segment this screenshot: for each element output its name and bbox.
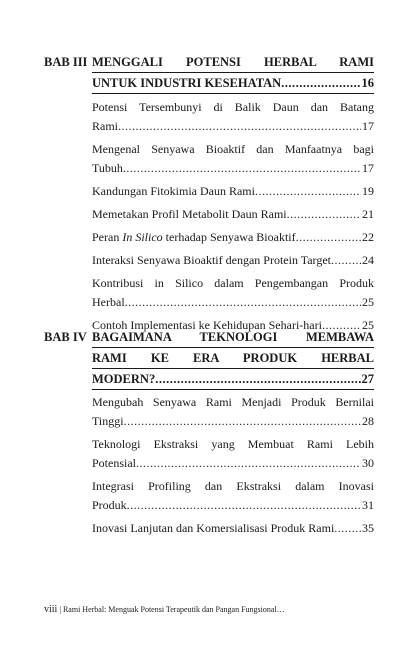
toc-entry-line: Integrasi Profiling dan Ekstraksi dalam Inovasi [92,479,374,493]
dot-leader [296,228,361,247]
toc-entry[interactable] [92,140,374,178]
toc-page-number: 28 [362,414,374,428]
toc-entry-line: Peran In Silico terhadap Senyawa Bioaktif [92,230,296,244]
emphasis-text: In Silico [122,230,163,244]
dot-leader [118,117,361,136]
toc-entry-line: Produk [92,498,127,512]
toc-entry-line: Kontribusi in Silico dalam Pengembangan Produk [92,276,374,290]
dot-leader [287,205,361,224]
chapter-title-line: MODERN? [92,372,156,386]
toc-entries [92,393,374,542]
chapter-title-last-line [92,73,374,94]
chapter-title-line: RAMI KE ERA PRODUK HERBAL [92,348,374,369]
chapter-number: BAB III [44,55,88,69]
toc-entry-line: Memetakan Profil Metabolit Daun Rami [92,207,287,221]
dot-leader [155,369,360,389]
toc-entry-line: Rami [92,119,118,133]
dot-leader [124,412,361,431]
toc-page-number: 24 [362,253,374,267]
toc-page-number: 22 [362,230,374,244]
toc-page-number: 35 [362,521,374,535]
chapter-number: BAB IV [44,330,87,344]
toc-page-number: 17 [362,161,374,175]
chapter-title[interactable] [92,52,374,94]
toc-entry[interactable] [92,251,374,270]
chapter-title-line: BAGAIMANA TEKNOLOGI MEMBAWA [92,327,374,348]
toc-entry[interactable] [92,98,374,136]
toc-entry-line: Inovasi Lanjutan dan Komersialisasi Produk Rami [92,521,335,535]
page-footer [44,604,285,615]
toc-entry-line: Potensial [92,456,136,470]
toc-entry[interactable] [92,182,374,201]
toc-page-number: 17 [362,119,374,133]
dot-leader [334,519,361,538]
toc-page-number: 31 [362,498,374,512]
toc-entry[interactable] [92,435,374,473]
toc-entry-line: Kandungan Fitokimia Daun Rami [92,184,255,198]
dot-leader [136,454,361,473]
dot-leader [125,293,361,312]
dot-leader [127,496,361,515]
toc-entry-line: Tubuh [92,161,123,175]
toc-entry-line: Mengenal Senyawa Bioaktif dan Manfaatnya bagi [92,142,374,156]
footer-page-number: viii [44,604,58,615]
toc-page-number: 25 [362,295,374,309]
toc-entry-line: Interaksi Senyawa Bioaktif dengan Protein Target [92,253,331,267]
toc-page-number: 21 [362,207,374,221]
toc-entry[interactable] [92,205,374,224]
chapter-page-number: 27 [361,372,374,386]
chapter-title[interactable] [92,327,374,390]
footer-running-title: Rami Herbal: Menguak Potensi Terapeutik dan Pangan Fungsional… [62,605,285,614]
toc-entry[interactable] [92,228,374,247]
toc-page-number: 30 [362,456,374,470]
toc-page-number: 19 [362,184,374,198]
dot-leader [123,159,361,178]
footer-separator: | [59,605,61,614]
toc-page-number: 25 [362,318,374,332]
toc-entry-line: Contoh Implementasi ke Kehidupan Sehari-hari [92,318,322,332]
toc-entries [92,98,374,339]
toc-entry[interactable] [92,274,374,312]
toc-entry-line: Mengubah Senyawa Rami Menjadi Produk Bernilai [92,395,374,409]
chapter-title-line: MENGGALI POTENSI HERBAL RAMI [92,52,374,73]
chapter-title-line: UNTUK INDUSTRI KESEHATAN [92,76,282,90]
dot-leader [281,73,360,93]
dot-leader [255,182,361,201]
chapter-page-number: 16 [361,76,374,90]
toc-entry-line: Potensi Tersembunyi di Balik Daun dan Batang [92,100,374,114]
dot-leader [331,251,361,270]
toc-entry-line: Tinggi [92,414,124,428]
toc-entry-line: Herbal [92,295,125,309]
toc-entry-line: Teknologi Ekstraksi yang Membuat Rami Lebih [92,437,374,451]
chapter-title-last-line [92,369,374,390]
toc-entry[interactable] [92,519,374,538]
toc-entry[interactable] [92,393,374,431]
toc-entry[interactable] [92,477,374,515]
